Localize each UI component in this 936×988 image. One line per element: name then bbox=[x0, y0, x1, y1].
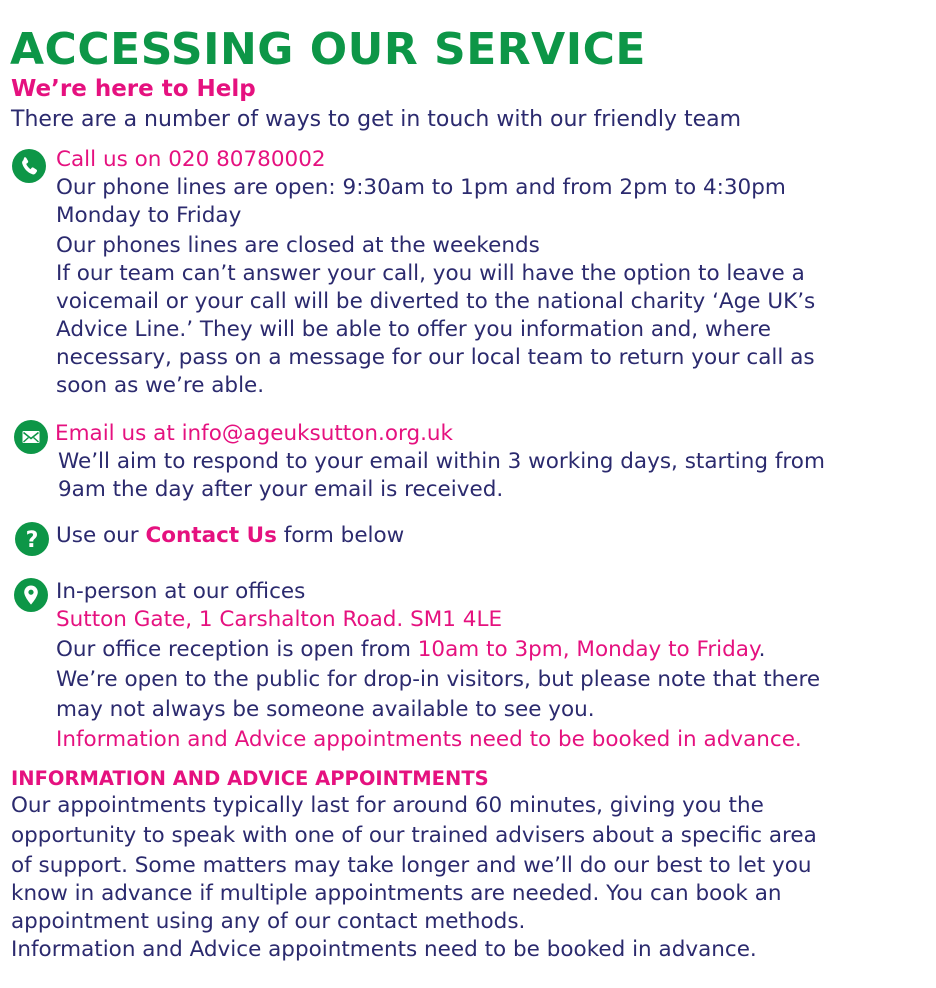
phone-text-line: soon as we’re able. bbox=[56, 373, 265, 398]
office-hours: 10am to 3pm, Monday to Friday bbox=[417, 637, 759, 662]
page-title: ACCESSING OUR SERVICE bbox=[10, 24, 646, 75]
contact-suffix: form below bbox=[276, 523, 405, 548]
appointments-text-line: Information and Advice appointments need to be booked in advance. bbox=[11, 937, 757, 962]
appointments-text-line: know in advance if multiple appointments are needed. You can book an bbox=[11, 881, 782, 906]
intro-text: There are a number of ways to get in touch with our friendly team bbox=[11, 107, 742, 132]
contact-line bbox=[56, 522, 404, 550]
appointments-text-line: appointment using any of our contact methods. bbox=[11, 909, 526, 934]
email-text-line: We’ll aim to respond to your email within 3 working days, starting from bbox=[58, 449, 825, 474]
phone-text-line: Advice Line.’ They will be able to offer you information and, where bbox=[56, 317, 772, 342]
office-hours-suffix: . bbox=[758, 637, 766, 662]
location-pin-icon bbox=[14, 578, 48, 612]
office-address: Sutton Gate, 1 Carshalton Road. SM1 4LE bbox=[56, 607, 503, 632]
appointments-text-line: opportunity to speak with one of our trained advisers about a specific area bbox=[11, 823, 817, 848]
office-text-line: may not always be someone available to see you. bbox=[56, 697, 595, 722]
contact-us-link[interactable]: Contact Us bbox=[145, 523, 277, 548]
question-icon bbox=[15, 522, 49, 556]
phone-heading: Call us on 020 80780002 bbox=[56, 147, 326, 172]
phone-text-line: Our phones lines are closed at the weekends bbox=[56, 233, 540, 258]
appointments-text-line: Our appointments typically last for around 60 minutes, giving you the bbox=[11, 793, 764, 818]
email-text-line: 9am the day after your email is received. bbox=[58, 477, 504, 502]
phone-icon bbox=[12, 149, 46, 183]
office-text-line: We’re open to the public for drop-in visitors, but please note that there bbox=[56, 667, 821, 692]
page-subtitle: We’re here to Help bbox=[11, 76, 256, 102]
office-hours-prefix: Our office reception is open from bbox=[56, 637, 418, 662]
phone-text-line: Our phone lines are open: 9:30am to 1pm and from 2pm to 4:30pm bbox=[56, 175, 786, 200]
svg-text:?: ? bbox=[25, 528, 39, 553]
appointments-heading: INFORMATION AND ADVICE APPOINTMENTS bbox=[11, 767, 489, 790]
appointments-text-line: of support. Some matters may take longer and we’ll do our best to let you bbox=[11, 853, 812, 878]
email-heading: Email us at info@ageuksutton.org.uk bbox=[55, 421, 454, 446]
office-hours-line bbox=[56, 636, 765, 664]
phone-text-line: necessary, pass on a message for our local team to return your call as bbox=[56, 345, 815, 370]
phone-text-line: If our team can’t answer your call, you will have the option to leave a bbox=[56, 261, 805, 286]
envelope-icon bbox=[14, 420, 48, 454]
office-note: Information and Advice appointments need to be booked in advance. bbox=[56, 727, 802, 752]
phone-text-line: Monday to Friday bbox=[56, 203, 242, 228]
contact-prefix: Use our bbox=[56, 523, 146, 548]
office-heading: In-person at our offices bbox=[56, 579, 306, 604]
phone-text-line: voicemail or your call will be diverted to the national charity ‘Age UK’s bbox=[56, 289, 816, 314]
